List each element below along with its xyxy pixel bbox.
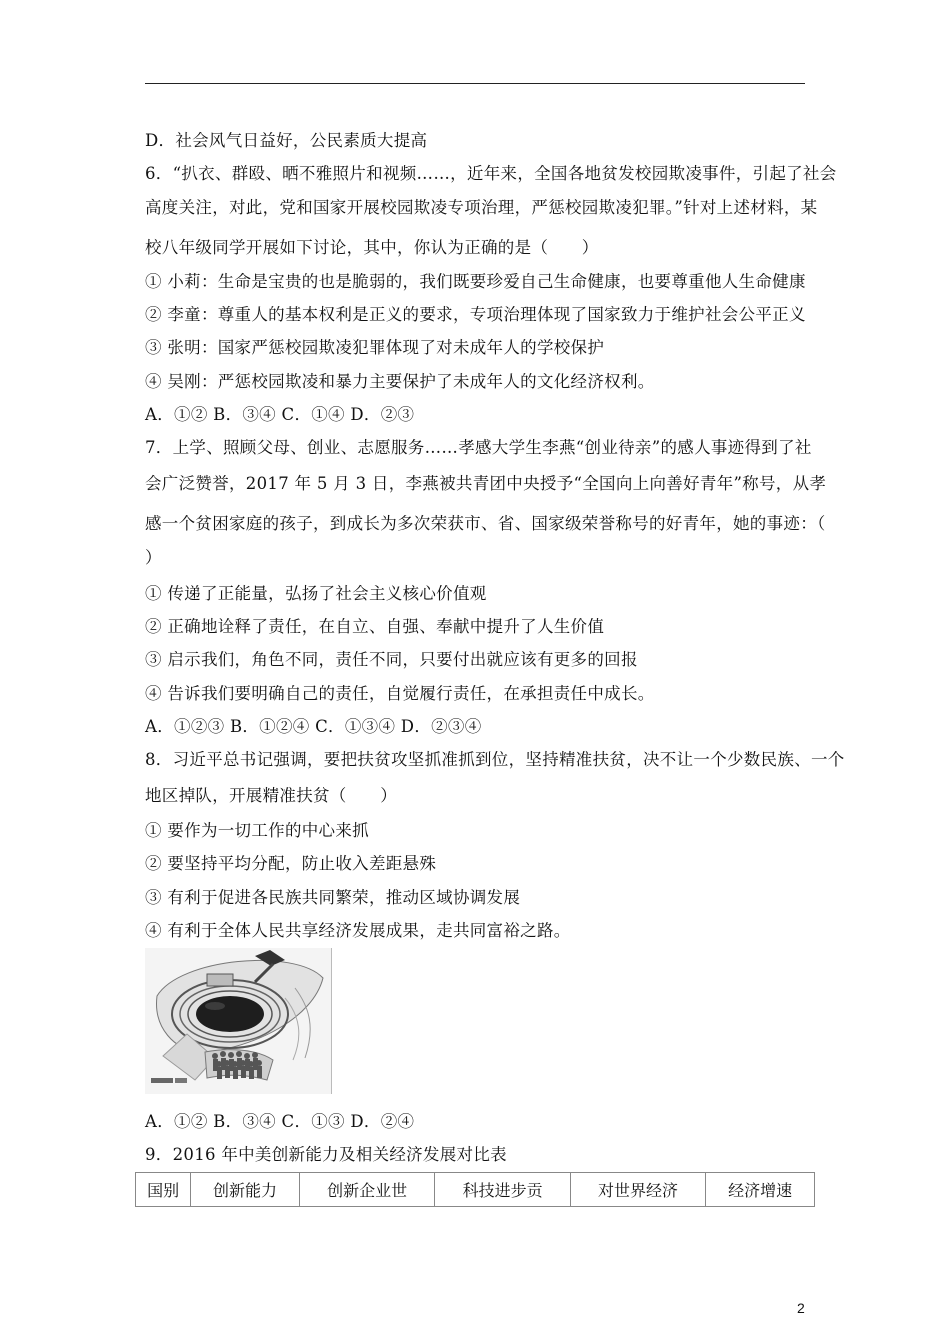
question-8-options: A．①② B．③④ C．①③ D．②④ [145, 1112, 415, 1131]
question-8-item-3: ③ 有利于促进各民族共同繁荣，推动区域协调发展 [145, 888, 521, 907]
question-6-item-3: ③ 张明：国家严惩校园欺凌犯罪体现了对未成年人的学校保护 [145, 338, 605, 357]
question-6-stem-line-3: 校八年级同学开展如下讨论，其中，你认为正确的是（ ） [145, 238, 599, 257]
question-8-item-2: ② 要坚持平均分配，防止收入差距悬殊 [145, 854, 437, 873]
question-8-item-1: ① 要作为一切工作的中心来抓 [145, 821, 369, 840]
table-header-cell: 对世界经济 [570, 1173, 705, 1207]
question-6-stem-line-2: 高度关注，对此，党和国家开展校园欺凌专项治理，严惩校园欺凌犯罪。”针对上述材料，某 [145, 198, 818, 217]
table-header-cell: 经济增速 [706, 1173, 815, 1207]
question-6-item-1: ① 小莉：生命是宝贵的也是脆弱的，我们既要珍爱自己生命健康，也要尊重他人生命健康 [145, 272, 806, 291]
question-6-item-4: ④ 吴刚：严惩校园欺凌和暴力主要保护了未成年人的文化经济权利。 [145, 372, 655, 391]
question-6-item-2: ② 李童：尊重人的基本权利是正义的要求，专项治理体现了国家致力于维护社会公平正义 [145, 305, 806, 324]
table-header-cell: 科技进步贡 [435, 1173, 570, 1207]
question-7-item-4: ④ 告诉我们要明确自己的责任，自觉履行责任，在承担责任中成长。 [145, 684, 655, 703]
question-8-item-4: ④ 有利于全体人民共享经济发展成果，走共同富裕之路。 [145, 921, 571, 940]
table-header-cell: 创新能力 [191, 1173, 300, 1207]
question-9-stem: 9．2016 年中美创新能力及相关经济发展对比表 [145, 1145, 507, 1164]
question-6-stem-line-1: 6．“扒衣、群殴、晒不雅照片和视频……，近年来，全国各地贫发校园欺凌事件，引起了社会 [145, 164, 837, 183]
header-rule [145, 83, 805, 84]
comparison-table [135, 1172, 815, 1207]
question-7-options: A．①②③ B．①②④ C．①③④ D．②③④ [145, 717, 482, 736]
page-number: 2 [797, 1300, 805, 1316]
question-8-stem-line-1: 8．习近平总书记强调，要把扶贫攻坚抓准抓到位，坚持精准扶贫，决不让一个少数民族、一个 [145, 750, 845, 769]
table-header-cell: 国别 [136, 1173, 191, 1207]
question-7-item-3: ③ 启示我们，角色不同，责任不同，只要付出就应该有更多的回报 [145, 650, 638, 669]
question-7-stem-line-4: ） [145, 548, 162, 567]
question-8-stem-line-2: 地区掉队，开展精准扶贫（ ） [145, 786, 397, 805]
question-7-stem-line-3: 感一个贫困家庭的孩子，到成长为多次荣获市、省、国家级荣誉称号的好青年，她的事迹：（ [145, 514, 826, 533]
poverty-alleviation-cartoon [145, 948, 332, 1094]
question-7-stem-line-2: 会广泛赞誉，2017 年 5 月 3 日，李燕被共青团中央授予“全国向上向善好青年”称号，从孝 [145, 474, 827, 493]
table-header-row [136, 1173, 815, 1207]
question-7-item-2: ② 正确地诠释了责任，在自立、自强、奉献中提升了人生价值 [145, 617, 605, 636]
option-d-q5: D．社会风气日益好，公民素质大提高 [145, 131, 428, 150]
question-7-item-1: ① 传递了正能量，弘扬了社会主义核心价值观 [145, 584, 487, 603]
table-header-cell: 创新企业世 [299, 1173, 434, 1207]
question-6-options: A．①② B．③④ C．①④ D．②③ [145, 405, 415, 424]
question-7-stem-line-1: 7．上学、照顾父母、创业、志愿服务……孝感大学生李燕“创业待亲”的感人事迹得到了社 [145, 438, 812, 457]
